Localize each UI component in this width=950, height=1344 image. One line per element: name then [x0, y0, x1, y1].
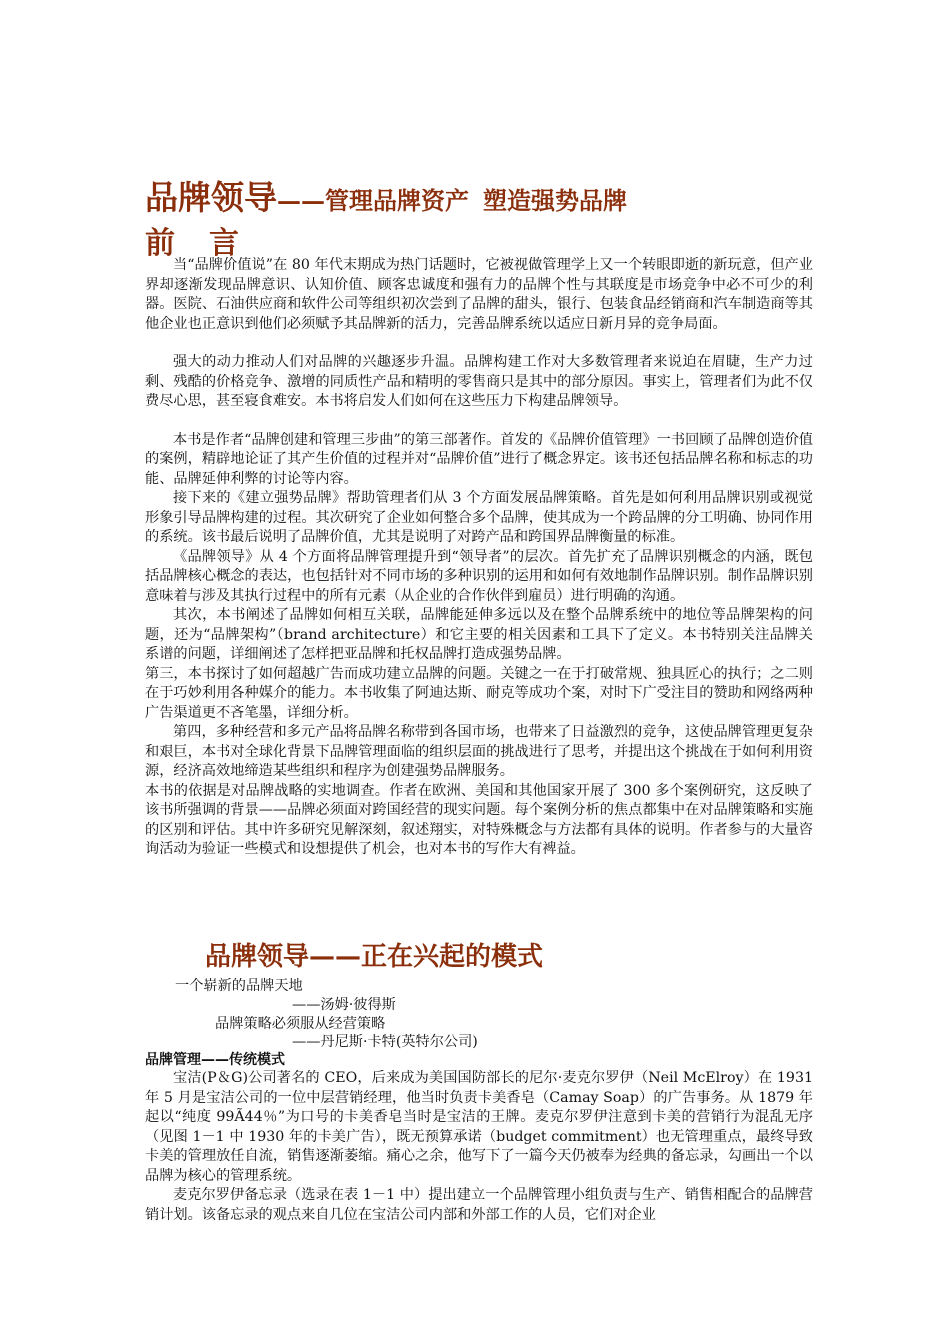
document-title — [145, 172, 627, 219]
preface-body — [145, 256, 813, 860]
chapter-body — [145, 1069, 813, 1225]
quote-attribution: ——汤姆·彼得斯 — [292, 997, 396, 1013]
preface-heading: 前言 — [145, 226, 273, 261]
title-rest-text: 塑造强势品牌 — [483, 186, 627, 215]
title-main-text: 品牌领导 — [145, 178, 277, 217]
title-dash-text: ——管理品牌资产 — [277, 186, 469, 215]
paragraph: 第四，多种经营和多元产品将品牌名称带到各国市场，也带来了日益激烈的竞争，这使品牌管理更复杂和艰巨，本书对全球化背景下品牌管理面临的组织层面的挑战进行了思考，并提出这个挑战在于如何利用资源，经济高效地缔造某些组织和程序为创建强势品牌服务。 — [145, 724, 813, 779]
quote-line: 一个崭新的品牌天地 — [175, 978, 303, 994]
quote-attribution: ——丹尼斯·卡特(英特尔公司) — [292, 1034, 478, 1050]
paragraph: 第三，本书探讨了如何超越广告而成功建立品牌的问题。关键之一在于打破常规、独具匠心的执行；之二则在于巧妙利用各种媒介的能力。本书收集了阿迪达斯、耐克等成功个案，对时下广受注目的赞助和网络两种广告渠道更不吝笔墨，详细分析。 — [145, 665, 813, 721]
paragraph: 《品牌领导》从 4 个方面将品牌管理提升到“领导者”的层次。首先扩充了品牌识别概念的内涵，既包括品牌核心概念的表达，也包括针对不同市场的多种识别的运用和如何有效地制作品牌识别。制作品牌识别意味着与涉及其执行过程中的所有元素（从企业的合作伙伴到雇员）进行明确的沟通。 — [145, 548, 813, 604]
paragraph: 接下来的《建立强势品牌》帮助管理者们从 3 个方面发展品牌策略。首先是如何利用品牌识别或视觉形象引导品牌构建的过程。其次研究了企业如何整合多个品牌，使其成为一个跨品牌的分工明确、协同作用的系统。该书最后说明了品牌价值，尤其是说明了对跨产品和跨国界品牌衡量的标准。 — [145, 490, 813, 545]
paragraph: 其次，本书阐述了品牌如何相互关联，品牌能延伸多远以及在整个品牌系统中的地位等品牌架构的问题，还为“品牌架构”（brand architecture）和它主要的相关因素和工具下了定义。本书特别关注品牌关系谱的问题，详细阐述了怎样把亚品牌和托权品牌打造成强势品牌。 — [145, 607, 813, 662]
subheading: 品牌管理——传统模式 — [145, 1052, 285, 1068]
paragraph: 当“品牌价值说”在 80 年代末期成为热门话题时，它被视做管理学上又一个转眼即逝的新玩意，但产业界却逐渐发现品牌意识、认知价值、顾客忠诚度和强有力的品牌个性与其联度是市场竞争中必不可少的利器。医院、石油供应商和软件公司等组织初次尝到了品牌的甜头，银行、包装食品经销商和汽车制造商等其他企业也正意识到他们必须赋予其品牌新的活力，完善品牌系统以适应日新月异的竞争局面。 — [145, 257, 813, 332]
section-heading: 品牌领导——正在兴起的模式 — [205, 942, 544, 972]
paragraph: 宝洁(P＆G)公司著名的 CEO，后来成为美国国防部长的尼尔·麦克尔罗伊（Neil McElroy）在 1931 年 5 月是宝洁公司的一位中层营销经理，他当时负责卡美香皂（Camay Soap）的广告事务。从 1879 年起以“纯度 99Ã44％”为口号的卡美香皂当时是宝洁的王牌。麦克尔罗伊注意到卡美的营销行为混乱无序（见图 1－1 中 1930 年的卡美广告），既无预算承诺（budget commitment）也无管理重点，最终导致卡美的管理放任自流，销售逐渐萎缩。痛心之余，他写下了一篇今天仍被奉为经典的备忘录，勾画出一个以品牌为核心的管理系统。 — [145, 1070, 813, 1184]
paragraph: 本书的依据是对品牌战略的实地调查。作者在欧洲、美国和其他国家开展了 300 多个案例研究，这反映了该书所强调的背景——品牌必须面对跨国经营的现实问题。每个案例分析的焦点都集中在对品牌策略和实施的区别和评估。其中许多研究见解深刻，叙述翔实，对特殊概念与方法都有具体的说明。作者参与的大量咨询活动为验证一些模式和设想提供了机会，也对本书的写作大有裨益。 — [145, 782, 813, 857]
paragraph: 强大的动力推动人们对品牌的兴趣逐步升温。品牌构建工作对大多数管理者来说迫在眉睫，生产力过剩、残酷的价格竞争、激增的同质性产品和精明的零售商只是其中的部分原因。事实上，管理者们为此不仅费尽心思，甚至寝食难安。本书将启发人们如何在这些压力下构建品牌领导。 — [145, 354, 813, 409]
quote-line: 品牌策略必须服从经营策略 — [215, 1016, 386, 1032]
paragraph: 本书是作者“品牌创建和管理三步曲”的第三部著作。首发的《品牌价值管理》一书回顾了品牌创造价值的案例，精辟地论证了其产生价值的过程并对“品牌价值”进行了概念界定。该书还包括品牌名称和标志的功能、品牌延伸利弊的讨论等内容。 — [145, 431, 813, 487]
paragraph: 麦克尔罗伊备忘录（选录在表 1－1 中）提出建立一个品牌管理小组负责与生产、销售相配合的品牌营销计划。该备忘录的观点来自几位在宝洁公司内部和外部工作的人员，它们对企业 — [145, 1187, 813, 1223]
